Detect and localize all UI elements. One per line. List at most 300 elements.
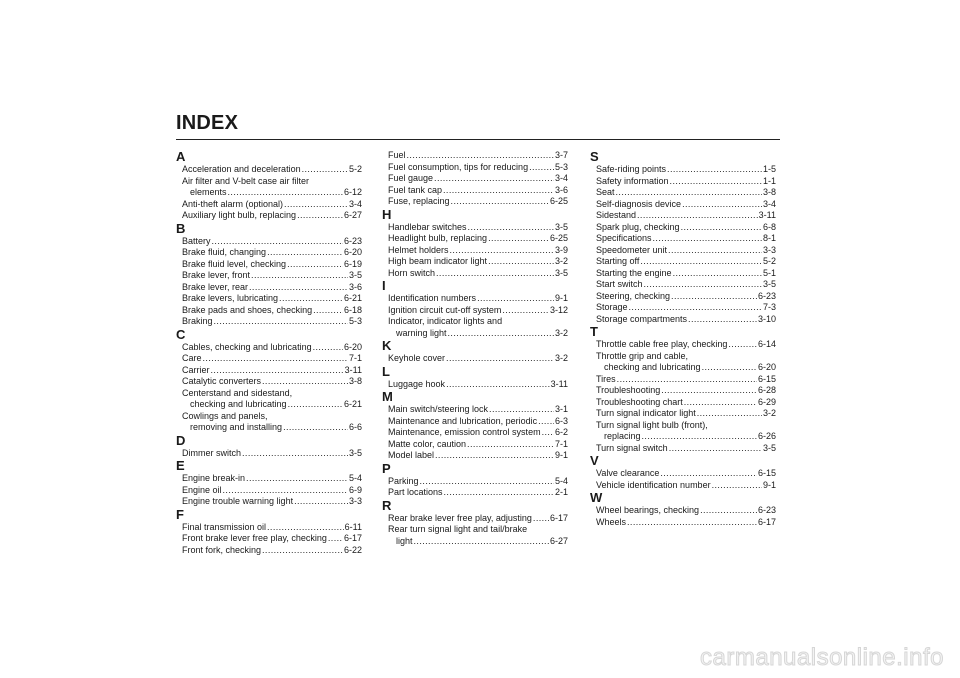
page-number: 5-3 bbox=[348, 316, 362, 326]
index-entry bbox=[176, 176, 362, 188]
entry-text: Rear brake lever free play, adjusting bbox=[388, 512, 532, 523]
entry-text: Auxiliary light bulb, replacing bbox=[182, 210, 297, 220]
index-entry bbox=[590, 397, 776, 409]
leader-dots bbox=[468, 222, 554, 234]
page-number: 6-23 bbox=[757, 290, 776, 301]
index-entry bbox=[590, 385, 776, 397]
leader-dots bbox=[242, 448, 348, 460]
index-entry bbox=[590, 187, 776, 199]
leader-dots bbox=[661, 385, 757, 397]
leader-dots bbox=[214, 316, 348, 328]
section-letter-b: B bbox=[176, 220, 186, 236]
leader-dots bbox=[328, 533, 343, 545]
entry-text: Model label bbox=[388, 450, 435, 460]
entry-continuation-text: light bbox=[396, 535, 413, 546]
leader-dots bbox=[681, 222, 762, 234]
entry-text: Speedometer unit bbox=[596, 244, 668, 255]
section-letter-t: T bbox=[590, 324, 598, 339]
leader-dots bbox=[529, 162, 554, 174]
index-entry bbox=[590, 314, 776, 326]
index-entry bbox=[590, 408, 776, 420]
leader-dots bbox=[446, 353, 554, 365]
leader-dots bbox=[414, 536, 549, 548]
index-entry bbox=[382, 513, 568, 525]
title-divider bbox=[176, 139, 780, 140]
leader-dots bbox=[284, 199, 348, 211]
entry-text: Start switch bbox=[596, 279, 643, 289]
entry-text: Parking bbox=[388, 475, 419, 486]
page-number: 3-11 bbox=[550, 378, 568, 389]
page-number: 8-1 bbox=[762, 233, 776, 243]
index-entry bbox=[176, 376, 362, 388]
index-entry bbox=[382, 416, 568, 428]
leader-dots bbox=[673, 268, 762, 280]
index-entry bbox=[176, 522, 362, 534]
section-letter-m: M bbox=[382, 389, 393, 404]
index-entry bbox=[590, 339, 776, 351]
index-entry bbox=[176, 353, 362, 365]
index-entry bbox=[382, 439, 568, 451]
entry-text: Keyhole cover bbox=[388, 353, 446, 363]
page-number: 6-15 bbox=[757, 468, 776, 478]
leader-dots bbox=[488, 256, 554, 268]
index-entry bbox=[382, 524, 568, 536]
leader-dots bbox=[642, 431, 757, 443]
page-number: 6-15 bbox=[757, 373, 776, 384]
section-letter-i: I bbox=[382, 278, 386, 293]
index-entry bbox=[590, 291, 776, 303]
page-number: 6-3 bbox=[554, 415, 568, 426]
index-entry-continuation bbox=[382, 536, 568, 548]
entry-text: Safe-riding points bbox=[596, 164, 667, 174]
index-entry bbox=[176, 259, 362, 271]
leader-dots bbox=[203, 353, 348, 365]
index-entry bbox=[176, 210, 362, 222]
entry-text: Care bbox=[182, 353, 202, 363]
leader-dots bbox=[671, 291, 757, 303]
page-number: 5-4 bbox=[348, 473, 362, 483]
section-letter-r: R bbox=[382, 497, 392, 513]
entry-text: Self-diagnosis device bbox=[596, 198, 682, 209]
page-number: 3-5 bbox=[762, 279, 776, 289]
index-entry bbox=[176, 496, 362, 508]
page-number: 3-6 bbox=[348, 281, 362, 292]
entry-text: Indicator, indicator lights and bbox=[388, 316, 503, 326]
entry-text: Wheel bearings, checking bbox=[596, 505, 700, 515]
index-entry bbox=[382, 222, 568, 234]
index-entry bbox=[590, 468, 776, 480]
page-number: 6-25 bbox=[549, 196, 568, 206]
index-entry bbox=[176, 533, 362, 545]
section-letter-d: D bbox=[176, 432, 186, 448]
leader-dots bbox=[211, 365, 344, 377]
section-letter-f: F bbox=[176, 506, 184, 522]
index-entry bbox=[382, 162, 568, 174]
leader-dots bbox=[627, 517, 757, 529]
index-entry-continuation bbox=[590, 431, 776, 443]
page-number: 6-9 bbox=[348, 484, 362, 495]
index-entry bbox=[176, 485, 362, 497]
leader-dots bbox=[637, 210, 758, 222]
entry-text: Brake lever, rear bbox=[182, 281, 249, 292]
entry-text: Brake fluid level, checking bbox=[182, 258, 287, 269]
section-letter-k: K bbox=[382, 338, 392, 353]
index-entry bbox=[382, 316, 568, 328]
entry-text: Part locations bbox=[388, 487, 443, 497]
page-number: 9-1 bbox=[554, 450, 568, 460]
entry-text: Front brake lever free play, checking bbox=[182, 533, 327, 543]
page-number: 6-17 bbox=[757, 516, 776, 527]
page-number: 3-11 bbox=[758, 210, 776, 220]
index-entry bbox=[590, 420, 776, 432]
page-number: 6-21 bbox=[343, 399, 362, 409]
page-number: 3-2 bbox=[554, 353, 568, 363]
page-number: 6-12 bbox=[343, 187, 362, 197]
index-entry bbox=[382, 256, 568, 268]
entry-text: Steering, checking bbox=[596, 290, 671, 301]
leader-dots bbox=[407, 150, 554, 162]
leader-dots bbox=[617, 374, 757, 386]
entry-text: Specifications bbox=[596, 233, 652, 243]
entry-text: Centerstand and sidestand, bbox=[182, 387, 293, 398]
entry-text: Brake pads and shoes, checking bbox=[182, 304, 313, 315]
index-entry bbox=[590, 176, 776, 188]
entry-text: Horn switch bbox=[388, 267, 436, 278]
index-entry bbox=[590, 279, 776, 291]
page-number: 1-1 bbox=[762, 175, 776, 186]
page-number: 3-8 bbox=[762, 187, 776, 197]
leader-dots bbox=[262, 545, 343, 557]
leader-dots bbox=[644, 279, 762, 291]
entry-text: Helmet holders bbox=[388, 244, 449, 255]
page-number: 2-1 bbox=[554, 487, 568, 497]
leader-dots bbox=[502, 305, 549, 317]
index-entry bbox=[176, 316, 362, 328]
leader-dots bbox=[443, 185, 554, 197]
index-entry bbox=[176, 365, 362, 377]
entry-text: Safety information bbox=[596, 175, 669, 186]
index-entry bbox=[382, 476, 568, 488]
index-entry bbox=[590, 480, 776, 492]
index-entry bbox=[382, 150, 568, 162]
entry-text: Braking bbox=[182, 316, 213, 326]
entry-text: Fuel gauge bbox=[388, 173, 434, 183]
entry-text: Matte color, caution bbox=[388, 438, 467, 449]
entry-text: Handlebar switches bbox=[388, 221, 467, 232]
page-number: 9-1 bbox=[554, 293, 568, 303]
page-number: 3-11 bbox=[344, 364, 362, 375]
index-entry-continuation bbox=[590, 362, 776, 374]
leader-dots bbox=[302, 164, 348, 176]
page-number: 5-3 bbox=[554, 161, 568, 172]
entry-text: Vehicle identification number bbox=[596, 479, 711, 490]
page-title: INDEX bbox=[176, 112, 239, 134]
entry-text: Battery bbox=[182, 235, 211, 246]
index-entry bbox=[382, 293, 568, 305]
leader-dots bbox=[700, 505, 757, 517]
section-letter-a: A bbox=[176, 149, 186, 164]
page-number: 6-17 bbox=[549, 512, 568, 523]
leader-dots bbox=[267, 522, 344, 534]
index-entry bbox=[176, 388, 362, 400]
page-number: 3-9 bbox=[554, 244, 568, 255]
entry-continuation-text: elements bbox=[190, 187, 227, 197]
page-number: 6-20 bbox=[757, 362, 776, 372]
page-number: 3-2 bbox=[762, 408, 776, 418]
section-letter-h: H bbox=[382, 206, 392, 222]
page-number: 6-25 bbox=[549, 233, 568, 243]
entry-text: Brake levers, lubricating bbox=[182, 293, 279, 303]
entry-text: Carrier bbox=[182, 364, 210, 375]
leader-dots bbox=[444, 487, 554, 499]
page-number: 3-5 bbox=[554, 267, 568, 278]
entry-text: Fuel consumption, tips for reducing bbox=[388, 161, 529, 172]
index-entry-continuation bbox=[176, 399, 362, 411]
index-entry-continuation bbox=[382, 328, 568, 340]
entry-text: Seat bbox=[596, 187, 615, 197]
page-number: 3-3 bbox=[348, 496, 362, 506]
entry-text: Fuel tank cap bbox=[388, 184, 443, 195]
leader-dots bbox=[420, 476, 554, 488]
leader-dots bbox=[488, 233, 549, 245]
leader-dots bbox=[262, 376, 348, 388]
page-number: 6-2 bbox=[554, 427, 568, 437]
index-entry bbox=[176, 545, 362, 557]
page-number: 3-10 bbox=[757, 313, 776, 324]
entry-text: Tires bbox=[596, 373, 616, 384]
page-number: 6-18 bbox=[343, 304, 362, 315]
page-number: 6-17 bbox=[343, 533, 362, 543]
index-entry bbox=[176, 305, 362, 317]
entry-text: Ignition circuit cut-off system bbox=[388, 304, 502, 315]
entry-text: Luggage hook bbox=[388, 378, 446, 389]
page-number: 6-11 bbox=[344, 521, 362, 532]
page-number: 5-1 bbox=[762, 267, 776, 278]
index-entry bbox=[176, 293, 362, 305]
entry-text: Dimmer switch bbox=[182, 447, 242, 458]
index-column-2 bbox=[382, 150, 568, 547]
leader-dots bbox=[451, 196, 549, 208]
page-number: 3-5 bbox=[554, 221, 568, 232]
page-number: 3-1 bbox=[554, 404, 568, 414]
leader-dots bbox=[212, 236, 343, 248]
leader-dots bbox=[653, 233, 762, 245]
entry-text: Final transmission oil bbox=[182, 521, 267, 532]
index-entry bbox=[590, 210, 776, 222]
leader-dots bbox=[279, 293, 343, 305]
index-entry bbox=[382, 353, 568, 365]
index-entry bbox=[590, 222, 776, 234]
index-entry bbox=[382, 427, 568, 439]
page-number: 5-2 bbox=[348, 164, 362, 174]
leader-dots bbox=[688, 314, 757, 326]
leader-dots bbox=[249, 282, 348, 294]
index-entry bbox=[176, 342, 362, 354]
leader-dots bbox=[448, 328, 554, 340]
leader-dots bbox=[660, 468, 757, 480]
page-number: 6-27 bbox=[549, 535, 568, 546]
leader-dots bbox=[435, 450, 554, 462]
leader-dots bbox=[712, 480, 762, 492]
index-column-1 bbox=[176, 150, 362, 556]
entry-text: Turn signal indicator light bbox=[596, 408, 696, 418]
entry-text: Throttle grip and cable, bbox=[596, 350, 689, 361]
entry-text: Brake fluid, changing bbox=[182, 247, 267, 257]
index-entry bbox=[590, 268, 776, 280]
index-entry-continuation bbox=[176, 187, 362, 199]
leader-dots bbox=[489, 404, 554, 416]
leader-dots bbox=[446, 379, 550, 391]
entry-continuation-text: checking and lubricating bbox=[604, 362, 701, 372]
index-entry bbox=[176, 164, 362, 176]
index-entry bbox=[590, 505, 776, 517]
entry-continuation-text: checking and lubricating bbox=[190, 399, 287, 409]
index-entry bbox=[382, 305, 568, 317]
page-number: 3-6 bbox=[554, 184, 568, 195]
index-entry bbox=[382, 233, 568, 245]
entry-text: Fuse, replacing bbox=[388, 196, 450, 206]
page-number: 9-1 bbox=[762, 479, 776, 490]
page-number: 6-6 bbox=[348, 422, 362, 432]
entry-text: Maintenance and lubrication, periodic bbox=[388, 415, 538, 426]
entry-text: Troubleshooting chart bbox=[596, 396, 683, 407]
index-entry bbox=[590, 443, 776, 455]
page-number: 6-19 bbox=[343, 258, 362, 269]
entry-continuation-text: removing and installing bbox=[190, 422, 283, 432]
page-number: 3-4 bbox=[348, 198, 362, 209]
leader-dots bbox=[702, 362, 757, 374]
section-letter-p: P bbox=[382, 460, 391, 476]
index-entry bbox=[382, 379, 568, 391]
index-entry bbox=[176, 282, 362, 294]
footer-watermark-bar bbox=[0, 638, 960, 678]
leader-dots bbox=[538, 416, 554, 428]
page-number: 1-5 bbox=[762, 164, 776, 174]
entry-text: Rear turn signal light and tail/brake bbox=[388, 524, 528, 534]
leader-dots bbox=[297, 210, 343, 222]
page-number: 3-7 bbox=[554, 150, 568, 160]
leader-dots bbox=[640, 256, 762, 268]
index-entry bbox=[590, 374, 776, 386]
page-number: 3-4 bbox=[762, 198, 776, 209]
page-number: 6-29 bbox=[757, 396, 776, 407]
entry-text: Main switch/steering lock bbox=[388, 404, 489, 414]
entry-text: Catalytic converters bbox=[182, 376, 262, 386]
index-entry bbox=[382, 173, 568, 185]
entry-text: Troubleshooting bbox=[596, 385, 661, 395]
section-letter-e: E bbox=[176, 458, 185, 473]
page-number: 6-14 bbox=[757, 339, 776, 349]
leader-dots bbox=[670, 176, 762, 188]
leader-dots bbox=[467, 439, 554, 451]
leader-dots bbox=[313, 305, 343, 317]
leader-dots bbox=[450, 245, 554, 257]
leader-dots bbox=[434, 173, 554, 185]
entry-text: Valve clearance bbox=[596, 468, 660, 478]
index-entry bbox=[590, 199, 776, 211]
leader-dots bbox=[667, 164, 762, 176]
entry-text: Brake lever, front bbox=[182, 270, 251, 280]
section-letter-w: W bbox=[590, 490, 603, 505]
section-letter-l: L bbox=[382, 363, 390, 379]
entry-text: Sidestand bbox=[596, 210, 637, 220]
index-entry bbox=[590, 233, 776, 245]
index-entry bbox=[382, 404, 568, 416]
entry-text: Starting the engine bbox=[596, 267, 672, 278]
leader-dots bbox=[267, 247, 343, 259]
entry-text: Headlight bulb, replacing bbox=[388, 233, 488, 243]
page-number: 3-12 bbox=[549, 304, 568, 315]
entry-text: High beam indicator light bbox=[388, 256, 488, 266]
page-number: 7-1 bbox=[348, 353, 362, 363]
page-number: 3-5 bbox=[348, 447, 362, 458]
page-number: 3-2 bbox=[554, 327, 568, 338]
index-entry bbox=[382, 196, 568, 208]
leader-dots bbox=[477, 293, 554, 305]
page-number: 6-28 bbox=[757, 385, 776, 395]
page-number: 6-20 bbox=[343, 341, 362, 352]
index-entry bbox=[590, 245, 776, 257]
index-entry-continuation bbox=[176, 422, 362, 434]
leader-dots bbox=[313, 342, 343, 354]
page-number: 6-27 bbox=[343, 210, 362, 220]
entry-text: Storage compartments bbox=[596, 313, 688, 324]
entry-text: Cowlings and panels, bbox=[182, 410, 268, 421]
page-number: 6-21 bbox=[343, 293, 362, 303]
page-number: 3-3 bbox=[762, 244, 776, 255]
page-number: 5-2 bbox=[762, 256, 776, 266]
leader-dots bbox=[669, 443, 762, 455]
watermark-text: carmanualsonline.info bbox=[700, 644, 944, 671]
index-entry bbox=[176, 236, 362, 248]
section-letter-s: S bbox=[590, 149, 599, 164]
page-number: 6-26 bbox=[757, 431, 776, 441]
entry-text: Engine trouble warning light bbox=[182, 496, 294, 506]
leader-dots bbox=[542, 427, 554, 439]
leader-dots bbox=[294, 496, 348, 508]
index-entry bbox=[382, 185, 568, 197]
entry-text: Air filter and V-belt case air filter bbox=[182, 175, 310, 186]
index-column-3 bbox=[590, 150, 776, 528]
entry-text: Turn signal switch bbox=[596, 442, 668, 453]
leader-dots bbox=[228, 187, 343, 199]
entry-text: Throttle cable free play, checking bbox=[596, 339, 728, 349]
leader-dots bbox=[251, 270, 348, 282]
entry-text: Spark plug, checking bbox=[596, 221, 680, 232]
leader-dots bbox=[283, 422, 348, 434]
entry-continuation-text: warning light bbox=[396, 327, 447, 338]
page-number: 3-8 bbox=[348, 376, 362, 386]
entry-text: Starting off bbox=[596, 256, 640, 266]
entry-text: Anti-theft alarm (optional) bbox=[182, 198, 284, 209]
leader-dots bbox=[533, 513, 549, 525]
index-entry bbox=[176, 473, 362, 485]
page-number: 5-4 bbox=[554, 475, 568, 486]
index-entry bbox=[176, 448, 362, 460]
entry-text: Wheels bbox=[596, 516, 627, 527]
leader-dots bbox=[288, 399, 343, 411]
index-entry bbox=[590, 517, 776, 529]
page-number: 3-5 bbox=[762, 442, 776, 453]
leader-dots bbox=[668, 245, 762, 257]
entry-text: Cables, checking and lubricating bbox=[182, 341, 312, 352]
section-letter-c: C bbox=[176, 326, 186, 342]
index-entry bbox=[590, 164, 776, 176]
leader-dots bbox=[684, 397, 757, 409]
leader-dots bbox=[223, 485, 348, 497]
leader-dots bbox=[697, 408, 762, 420]
page-number: 7-3 bbox=[762, 302, 776, 312]
